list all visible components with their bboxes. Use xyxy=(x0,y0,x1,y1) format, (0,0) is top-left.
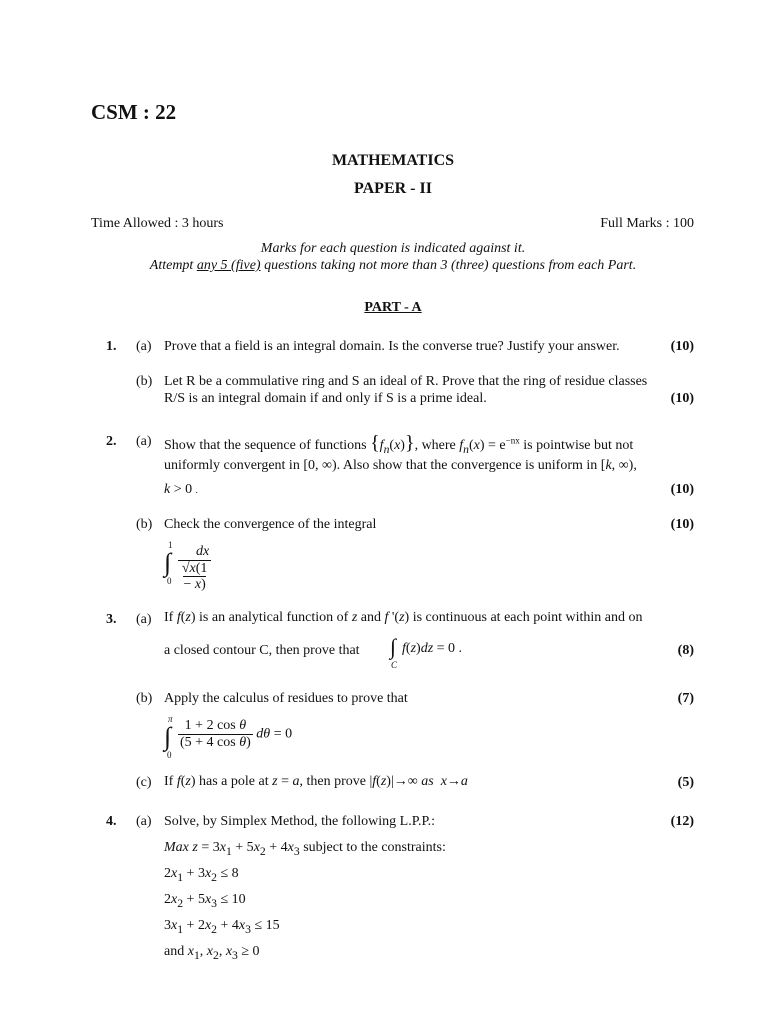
question-marks: (5) xyxy=(677,775,694,790)
instruction-text: questions taking not more than 3 (three) questions from each Part. xyxy=(260,258,637,273)
text-fragment: uniformly convergent in xyxy=(164,458,300,473)
paper-title: PAPER - II xyxy=(354,180,432,197)
text-fragment: If xyxy=(164,610,174,625)
question-number: 1. xyxy=(106,339,117,354)
text-fragment: . Also show that the convergence is uniform in xyxy=(336,458,598,473)
subpart-label: (b) xyxy=(136,374,153,389)
question-number: 2. xyxy=(106,434,117,449)
question-text: Solve, by Simplex Method, the following L.P.P.: xyxy=(164,814,436,829)
text-fragment: , where xyxy=(414,438,456,453)
math-expression: k > 0 . xyxy=(164,482,198,497)
subpart-label: (a) xyxy=(136,612,152,627)
time-allowed: Time Allowed : 3 hours xyxy=(91,216,224,231)
math-expression: z xyxy=(272,774,278,789)
subpart-label: (b) xyxy=(136,691,153,706)
math-expression: $f_n(x) = e^{-nx}$ xyxy=(459,435,520,456)
full-marks: Full Marks : 100 xyxy=(600,216,694,231)
subpart-label: (b) xyxy=(136,517,153,532)
question-marks: (12) xyxy=(670,814,694,829)
question-text: Let R be a commulative ring and S an ideal of R. Prove that the ring of residue classes xyxy=(164,374,648,389)
question-text: If f(z) is an analytical function of z and f '(z) is continuous at each point within and on xyxy=(164,610,643,625)
constraint: $2x_2 + 5x_3 \le 10$ xyxy=(164,892,246,910)
instruction-line-1: Marks for each question is indicated against it. xyxy=(260,241,526,256)
math-expression: f(z) xyxy=(176,774,196,789)
question-text: Apply the calculus of residues to prove that xyxy=(164,691,408,706)
paper-code: CSM : 22 xyxy=(91,100,177,124)
question-number: 3. xyxy=(106,612,117,627)
math-expression: z xyxy=(351,610,358,625)
constraint: and $x_1$, $x_2$, $x_3 \ge 0$ xyxy=(164,944,260,962)
text-fragment: is pointwise but not xyxy=(523,438,634,453)
text-fragment: and xyxy=(360,610,381,625)
text-fragment: Show that the sequence of functions xyxy=(164,438,367,453)
math-expression: f xyxy=(176,610,181,625)
text-fragment: has a pole at xyxy=(199,774,269,789)
question-text: a closed contour C, then prove that xyxy=(164,643,360,658)
question-marks: (10) xyxy=(670,391,694,406)
constraint: $3x_1 + 2x_2 + 4x_3 \le 15$ xyxy=(164,918,280,936)
text-fragment: subject to the constraints: xyxy=(303,840,446,855)
subject-title: MATHEMATICS xyxy=(331,152,455,169)
math-expression: $\{f_n(x)\}$ xyxy=(370,432,415,456)
text-fragment: , xyxy=(633,458,637,473)
instruction-line-2 xyxy=(0,258,768,274)
text-fragment: is an analytical function of xyxy=(199,610,349,625)
math-expression: [0, ∞) xyxy=(303,458,337,473)
question-text: If f(z) has a pole at z = a, then prove |f(z)|→∞ as x→a xyxy=(164,774,468,789)
math-expression: [k, ∞) xyxy=(600,458,634,473)
text-fragment: , then prove xyxy=(299,774,366,789)
part-heading: PART - A xyxy=(364,300,422,315)
question-text xyxy=(164,432,633,456)
math-expression: |f(z)|→∞ as x→a xyxy=(369,774,468,789)
question-marks: (10) xyxy=(670,339,694,354)
instruction-emphasis: any 5 (five) xyxy=(196,258,261,273)
text-fragment: is continuous at each point within and on xyxy=(412,610,643,625)
question-marks: (7) xyxy=(677,691,694,706)
text-fragment: and xyxy=(164,944,185,959)
question-marks: (10) xyxy=(670,517,694,532)
question-text: Check the convergence of the integral xyxy=(164,517,377,532)
question-text xyxy=(164,458,637,474)
subpart-label: (a) xyxy=(136,814,152,829)
objective-function: Max $z = 3x_1 + 5x_2 + 4x_3$ subject to the constraints: xyxy=(164,840,446,858)
question-text: R/S is an integral domain if and only if S is a prime ideal. xyxy=(164,391,487,406)
question-marks: (10) xyxy=(670,482,694,497)
constraint: $2x_1 + 3x_2 \le 8$ xyxy=(164,866,239,884)
text-fragment: If xyxy=(164,774,174,789)
question-number: 4. xyxy=(106,814,117,829)
math-expression: f '(z) xyxy=(384,610,410,625)
question-marks: (8) xyxy=(677,643,694,658)
subpart-label: (c) xyxy=(136,775,152,790)
subpart-label: (a) xyxy=(136,434,152,449)
subpart-label: (a) xyxy=(136,339,152,354)
instruction-text: Attempt xyxy=(149,258,197,273)
question-text: Prove that a field is an integral domain. Is the converse true? Justify your answer. xyxy=(164,339,620,354)
